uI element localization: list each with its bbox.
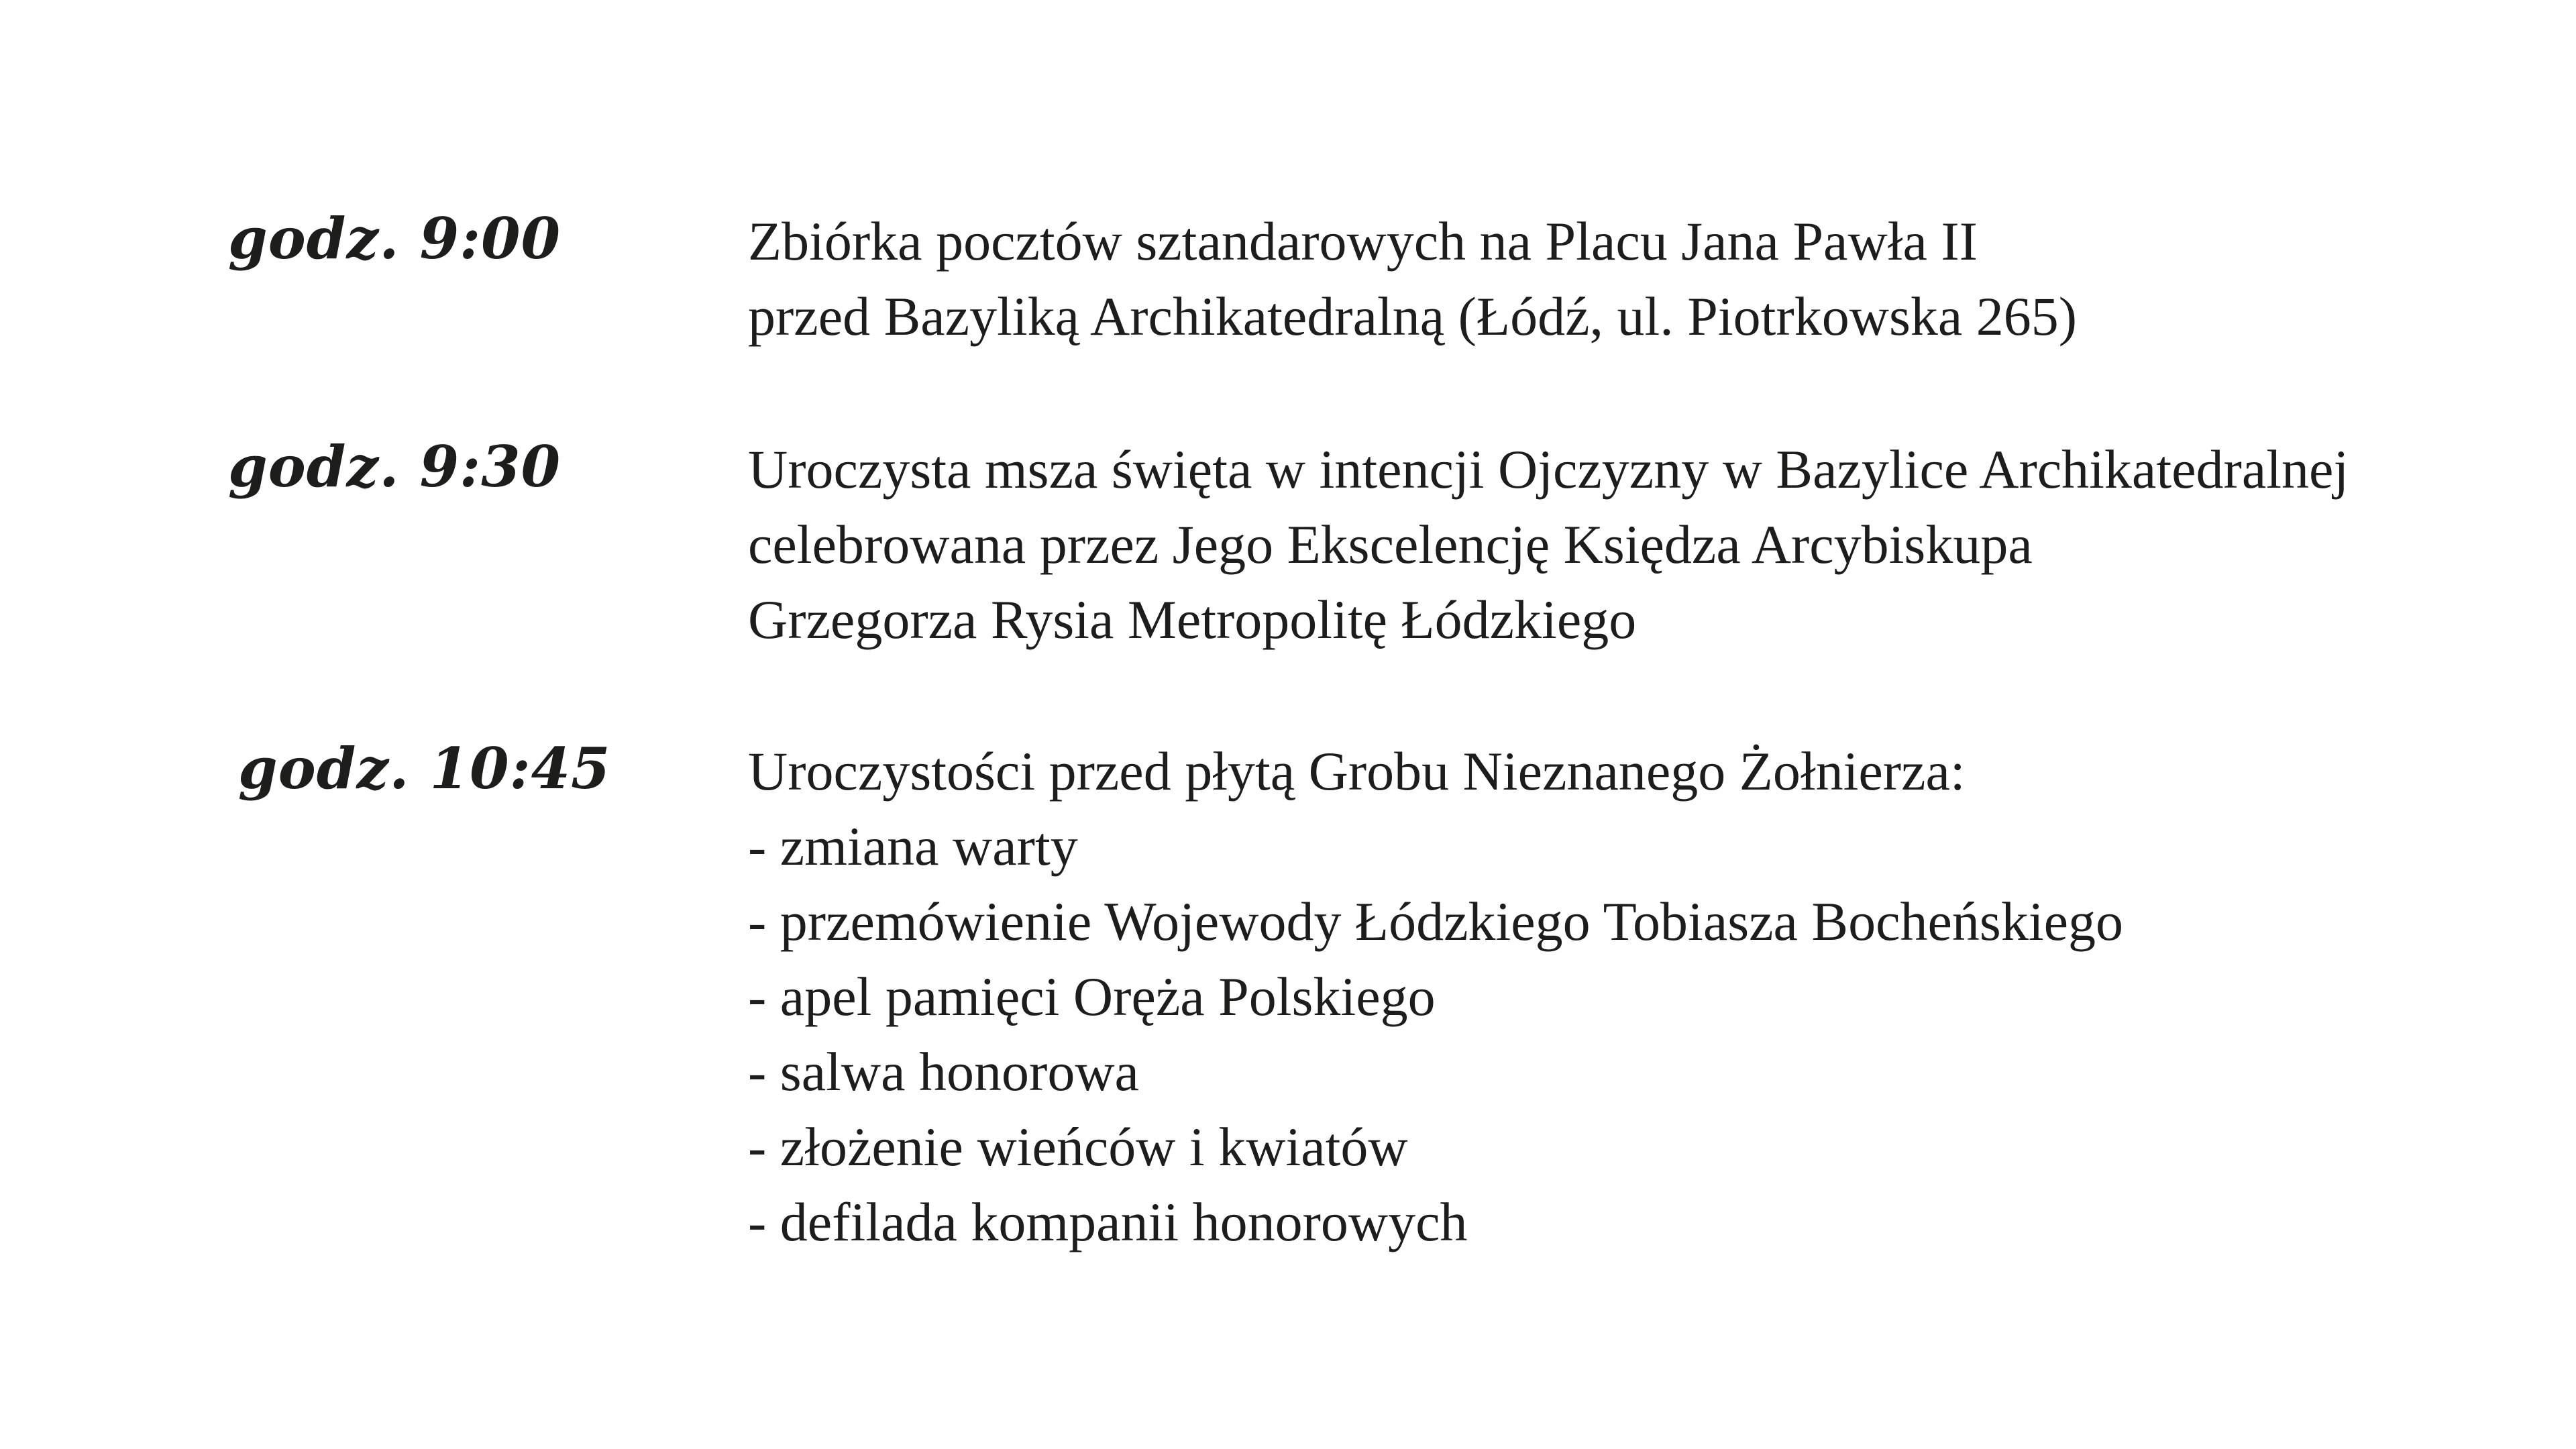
description-line: - zmiana warty — [748, 816, 1078, 877]
schedule-time-2: godz. 9:30 — [228, 433, 561, 500]
description-line: - apel pamięci Oręża Polskiego — [748, 966, 1436, 1027]
description-line: - złożenie wieńców i kwiatów — [748, 1116, 1408, 1177]
description-line: - defilada kompanii honorowych — [748, 1191, 1468, 1252]
description-line: Zbiórka pocztów sztandarowych na Placu Jana Pawła II — [748, 211, 1978, 272]
description-line: celebrowana przez Jego Ekscelencję Księdza Arcybiskupa — [748, 514, 2033, 575]
schedule-time-3: godz. 10:45 — [238, 735, 611, 802]
description-line: przed Bazyliką Archikatedralną (Łódź, ul. Piotrkowska 265) — [748, 286, 2078, 347]
schedule-description-2 — [748, 432, 2349, 657]
schedule-description-3 — [748, 734, 2123, 1260]
description-line: Uroczysta msza święta w intencji Ojczyzny w Bazylice Archikatedralnej — [748, 439, 2349, 500]
description-line: - salwa honorowa — [748, 1041, 1139, 1102]
schedule-description-1 — [748, 204, 2077, 354]
description-line: Grzegorza Rysia Metropolitę Łódzkiego — [748, 589, 1637, 650]
schedule-time-1: godz. 9:00 — [228, 205, 561, 272]
description-line: - przemówienie Wojewody Łódzkiego Tobiasza Bocheńskiego — [748, 891, 2123, 952]
description-line: Uroczystości przed płytą Grobu Nieznanego Żołnierza: — [748, 741, 1966, 802]
